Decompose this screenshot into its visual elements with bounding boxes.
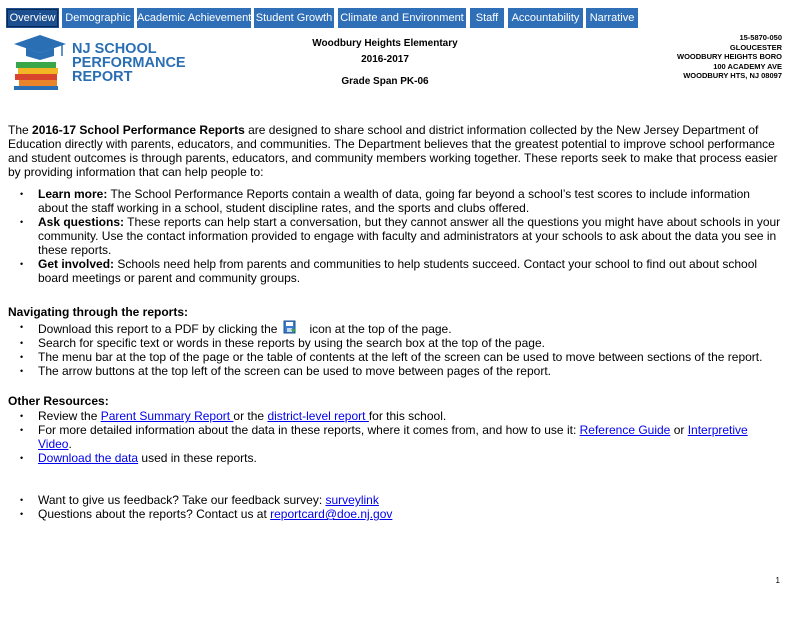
list-item: • Get involved: Schools need help from parents and communities to help students succeed. Contact your school to find out about school board meetings or parent and community groups.: [8, 257, 783, 285]
graduation-books-icon: [10, 32, 70, 90]
district-level-report-link[interactable]: district-level report: [267, 409, 369, 423]
school-name: Woodbury Heights Elementary: [312, 38, 458, 49]
school-year: 2016-2017: [361, 54, 409, 65]
tab-student-growth[interactable]: Student Growth: [254, 8, 334, 28]
list-item: • For more detailed information about the data in these reports, where it comes from, and how to use it: Reference Guide or Interpretive Video.: [8, 423, 783, 451]
intro-paragraph: The 2016-17 School Performance Reports are designed to share school and district information collected by the New Jersey Department of Education directly with parents, educators, and communities. The Department believes that the greatest potential to improve school performance and student outcomes is through parents, educators, and community members working together. These reports seek to make that process easier by providing information that can help people to:: [8, 123, 778, 179]
survey-link[interactable]: surveylink: [325, 493, 379, 507]
interpretive-video-link[interactable]: Interpretive Video: [38, 423, 748, 451]
list-item: • The menu bar at the top of the page or the table of contents at the left of the screen can be used to move between sections of the report.: [8, 350, 783, 364]
school-address-block: [677, 33, 782, 81]
list-item: • Want to give us feedback? Take our feedback survey: surveylink: [8, 493, 783, 507]
page-number: 1: [775, 576, 780, 585]
tab-accountability[interactable]: Accountability: [508, 8, 583, 28]
reference-guide-link[interactable]: Reference Guide: [579, 423, 671, 437]
list-item: • Ask questions: These reports can help start a conversation, but they cannot answer all the questions you might have about schools in your community. Use the contact information provided to engage with faculty and administrators at your schools to ask about the data you see in these reports.: [8, 215, 783, 257]
list-item: • Download this report to a PDF by clicking the icon at the top of the page.: [8, 320, 783, 336]
tab-staff[interactable]: Staff: [470, 8, 504, 28]
list-item: • Download the data used in these reports.: [8, 451, 783, 465]
contact-email-link[interactable]: reportcard@doe.nj.gov: [270, 507, 393, 521]
pdf-download-icon[interactable]: [283, 320, 297, 334]
county: GLOUCESTER: [729, 42, 782, 52]
list-item: • Search for specific text or words in these reports by using the search box at the top of the page.: [8, 336, 783, 350]
feedback-list: [8, 493, 783, 521]
nj-school-performance-report-logo: [10, 32, 190, 90]
navigating-list: [8, 320, 783, 378]
resources-list: [8, 409, 783, 465]
goals-list: [8, 187, 783, 285]
district: WOODBURY HEIGHTS BORO: [676, 52, 782, 62]
list-item: • The arrow buttons at the top left of the screen can be used to move between pages of the report.: [8, 364, 783, 378]
tab-climate-and-environment[interactable]: Climate and Environment: [338, 8, 466, 28]
parent-summary-report-link[interactable]: Parent Summary Report: [100, 409, 234, 423]
list-item: • Learn more: The School Performance Reports contain a wealth of data, going far beyond a school’s test scores to include information about the staff working in a school, student discipline rates, and the sports and clubs offered.: [8, 187, 783, 215]
city-state-zip: WOODBURY HTS, NJ 08097: [683, 71, 782, 81]
logo-wordmark: NJ SCHOOL PERFORMANCE REPORT: [72, 41, 186, 85]
list-item: • Questions about the reports? Contact us at reportcard@doe.nj.gov: [8, 507, 783, 521]
street-address: 100 ACADEMY AVE: [713, 61, 782, 71]
tab-academic-achievement[interactable]: Academic Achievement: [137, 8, 251, 28]
tab-narrative[interactable]: Narrative: [586, 8, 638, 28]
download-data-link[interactable]: Download the data: [38, 451, 139, 465]
tab-demographic[interactable]: Demographic: [62, 8, 134, 28]
other-resources-heading: Other Resources:: [8, 394, 109, 408]
navigating-heading: Navigating through the reports:: [8, 305, 188, 319]
school-code: 15-5870-050: [739, 33, 782, 42]
tab-overview[interactable]: Overview: [6, 8, 59, 28]
overview-content: [8, 123, 783, 521]
grade-span: Grade Span PK-06: [341, 76, 429, 87]
list-item: • Review the Parent Summary Report or the district-level report for this school.: [8, 409, 783, 423]
